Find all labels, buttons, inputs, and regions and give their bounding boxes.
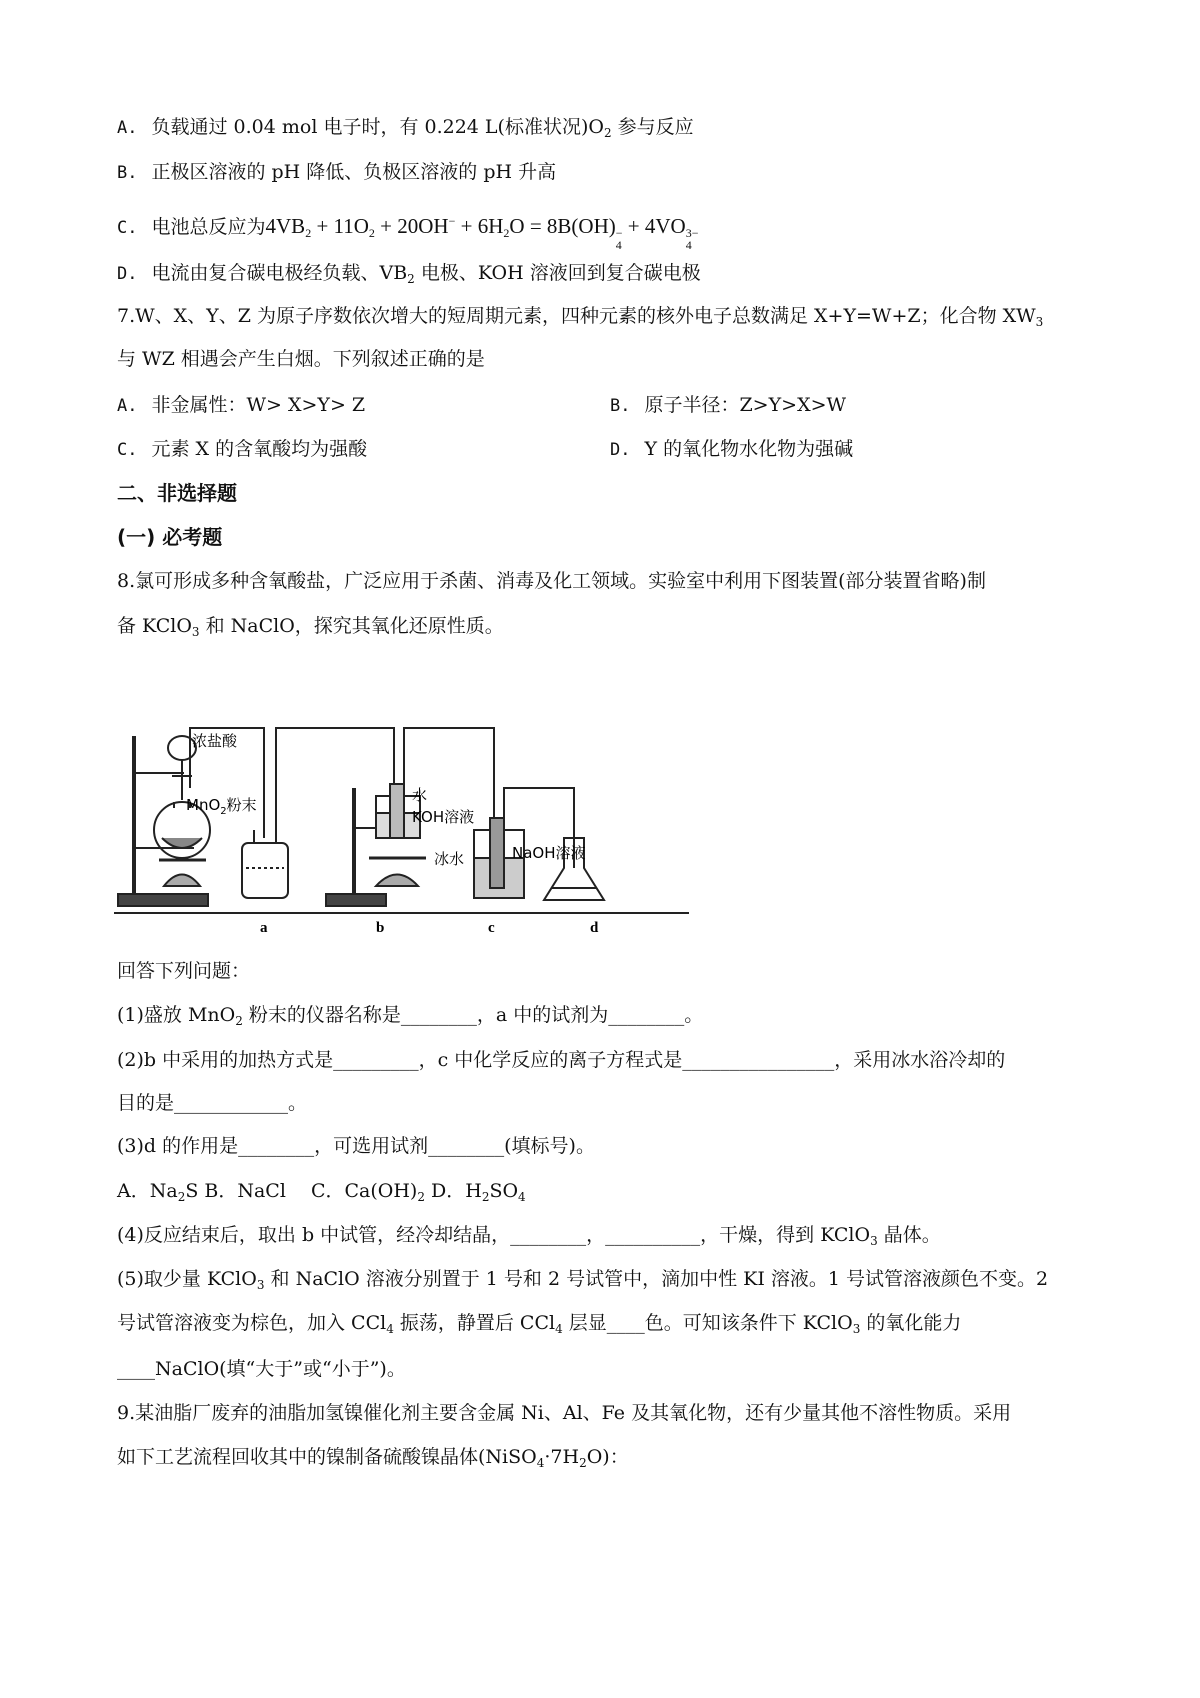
q8-part-5-line1: (5)取少量 KClO$_3$ 和 NaClO 溶液分别置于 1 号和 2 号试管中，滴加中性 KI 溶液。1 号试管溶液颜色不变。2	[117, 1268, 1049, 1292]
label-b: b	[376, 920, 385, 936]
label-naoh-solution: NaOH溶液	[512, 844, 586, 862]
section-heading-required: (一) 必考题	[117, 525, 223, 549]
q8-stem-line1: 8.氯可形成多种含氧酸盐，广泛应用于杀菌、消毒及化工领域。实验室中利用下图装置(部分装置省略)制	[117, 570, 986, 592]
section-heading-nonchoice: 二、非选择题	[117, 481, 237, 505]
q7-option-d: D. Y 的氧化物水化物为强碱	[610, 438, 854, 460]
label-koh-solution: KOH溶液	[412, 808, 475, 826]
label-conc-hcl: 浓盐酸	[192, 732, 238, 750]
q6-option-c: C. 电池总反应为$4VB_2 + 11O_2 + 20OH^- + 6H_2O = 8B(OH)$ − 4 + 4VO 3− 4	[117, 214, 699, 252]
lab-apparatus-diagram	[114, 718, 689, 940]
burner-1	[164, 875, 200, 887]
q6-option-a: A. 负载通过 0.04 mol 电子时，有 0.224 L(标准状况)$O_2$ 参与反应	[117, 116, 694, 140]
q8-part-2-line1: (2)b 中采用的加热方式是_________，c 中化学反应的离子方程式是________________，采用冰水浴冷却的	[117, 1049, 1006, 1071]
q7-stem-line2: 与 WZ 相遇会产生白烟。下列叙述正确的是	[117, 348, 485, 370]
battery-equation: $4VB_2 + 11O_2 + 20OH^- + 6H_2O = 8B(OH)$ − 4 + 4VO 3− 4	[265, 214, 699, 252]
burner-2	[376, 875, 418, 887]
label-water: 水	[412, 786, 428, 804]
q8-answer-intro: 回答下列问题：	[117, 960, 251, 982]
q7-option-c: C. 元素 X 的含氧酸均为强酸	[117, 438, 368, 460]
q7-option-b: B. 原子半径：Z>Y>X>W	[610, 394, 847, 416]
stand-base-2	[326, 894, 386, 906]
test-tube-b	[390, 784, 404, 838]
q8-part-2-line2: 目的是____________。	[117, 1092, 308, 1114]
q8-part-5-line2: 号试管溶液变为棕色，加入 CCl$_4$ 振荡，静置后 CCl$_4$ 层显____色。可知该条件下 KClO$_3$ 的氧化能力	[117, 1312, 962, 1336]
q6-option-d: D. 电流由复合碳电极经负载、$VB_2$ 电极、KOH 溶液回到复合碳电极	[117, 262, 701, 286]
label-d: d	[590, 920, 599, 936]
test-tube-c	[490, 818, 504, 888]
washing-bottle-a	[242, 843, 288, 898]
q8-stem-line2: 备 KClO$_3$ 和 NaClO，探究其氧化还原性质。	[117, 615, 504, 639]
q9-stem-line2: 如下工艺流程回收其中的镍制备硫酸镍晶体$(NiSO_4\cdot 7H_2O)$：	[117, 1446, 629, 1470]
label-mno2: MnO$_2$粉末	[186, 796, 257, 817]
q7-option-a: A. 非金属性：W> X>Y> Z	[117, 394, 366, 416]
q9-stem-line1: 9.某油脂厂废弃的油脂加氢镍催化剂主要含金属 Ni、Al、Fe 及其氧化物，还有少量其他不溶性物质。采用	[117, 1402, 1012, 1424]
q8-part-3-options: A．$Na_2S$ B．NaCl C．$Ca(OH)_2$ D．$H_2SO_4$	[117, 1180, 526, 1204]
label-c: c	[488, 920, 495, 936]
q6-option-b: B. 正极区溶液的 pH 降低、负极区溶液的 pH 升高	[117, 161, 557, 183]
label-a: a	[260, 920, 268, 936]
stand-base-1	[118, 894, 208, 906]
q8-part-3: (3)d 的作用是________，可选用试剂________(填标号)。	[117, 1135, 595, 1157]
label-ice-water: 冰水	[434, 850, 465, 868]
q8-part-4: (4)反应结束后，取出 b 中试管，经冷却结晶，________，__________，干燥，得到 KClO$_3$ 晶体。	[117, 1224, 941, 1248]
q8-part-1: (1)盛放 MnO$_2$ 粉末的仪器名称是________，a 中的试剂为________。	[117, 1004, 704, 1028]
q7-stem-line1: 7.W、X、Y、Z 为原子序数依次增大的短周期元素，四种元素的核外电子总数满足 X+Y=W+Z；化合物 $XW_3$	[117, 305, 1044, 329]
q8-part-5-line3: ____NaClO(填“大于”或“小于”)。	[117, 1358, 406, 1380]
